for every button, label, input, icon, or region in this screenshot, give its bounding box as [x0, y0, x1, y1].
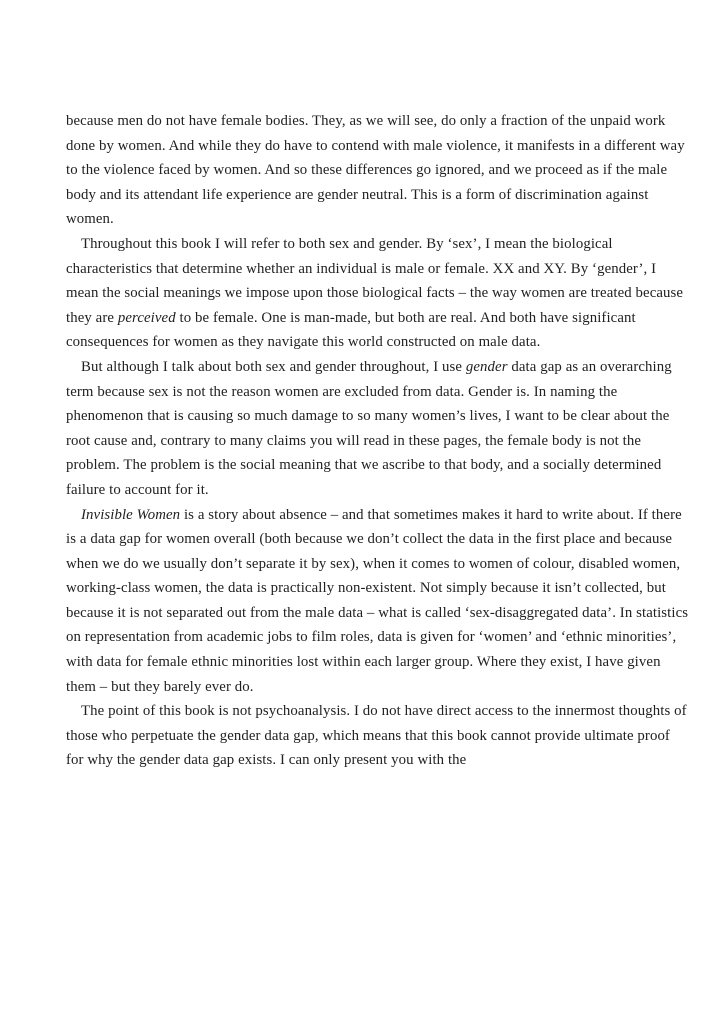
paragraph: [66, 355, 690, 503]
paragraph: [66, 109, 690, 232]
body-text: to be female. One is man-made, but both are real. And both have significant consequences for women as they navigate this world constructed on male data.: [66, 309, 636, 351]
body-text: But although I talk about both sex and gender throughout, I use: [81, 358, 466, 375]
body-text: data gap as an overarching term because sex is not the reason women are excluded from data. Gender is. In naming the phenomenon that is causing so much damage to so many women’s lives, I want to be clear about the root cause and, contrary to many claims you will read in these pages, the female body is not the problem. The problem is the social meaning that we ascribe to that body, and a socially determined failure to account for it.: [66, 358, 672, 498]
paragraph: [66, 503, 690, 700]
body-text: The point of this book is not psychoanalysis. I do not have direct access to the innermost thoughts of those who perpetuate the gender data gap, which means that this book cannot provide ultimate proof for why the gender data gap exists. I can only present you with the: [66, 703, 687, 769]
paragraph: [66, 232, 690, 355]
body-text: because men do not have female bodies. They, as we will see, do only a fraction of the unpaid work done by women. And while they do have to contend with male violence, it manifests in a different way to the violence faced by women. And so these differences go ignored, and we proceed as if the male body and its attendant life experience are gender neutral. This is a form of discrimination against women.: [66, 113, 685, 228]
body-text: Throughout this book I will refer to both sex and gender. By ‘sex’, I mean the biological characteristics that determine whether an individual is male or female. XX and XY. By ‘gender’, I mean the social meanings we impose upon those biological facts – the way women are treated because they are: [66, 235, 684, 326]
text-block: [66, 109, 690, 773]
body-text: is a story about absence – and that sometimes makes it hard to write about. If there is a data gap for women overall (both because we don’t collect the data in the first place and because when we do we usually don’t separate it by sex), when it comes to women of colour, disabled women, working-class women, the data is practically non-existent. Not simply because it isn’t collected, but because it is not separated out from the male data – what is called ‘sex-disaggregated data’. In statistics on representation from academic jobs to film roles, data is given for ‘women’ and ‘ethnic minorities’, with data for female ethnic minorities lost within each larger group. Where they exist, I have given them – but they barely ever do.: [66, 506, 689, 695]
emphasis-text: gender: [465, 358, 508, 375]
paragraph: [66, 699, 690, 773]
emphasis-text: perceived: [117, 309, 176, 326]
emphasis-text: Invisible Women: [81, 506, 181, 523]
